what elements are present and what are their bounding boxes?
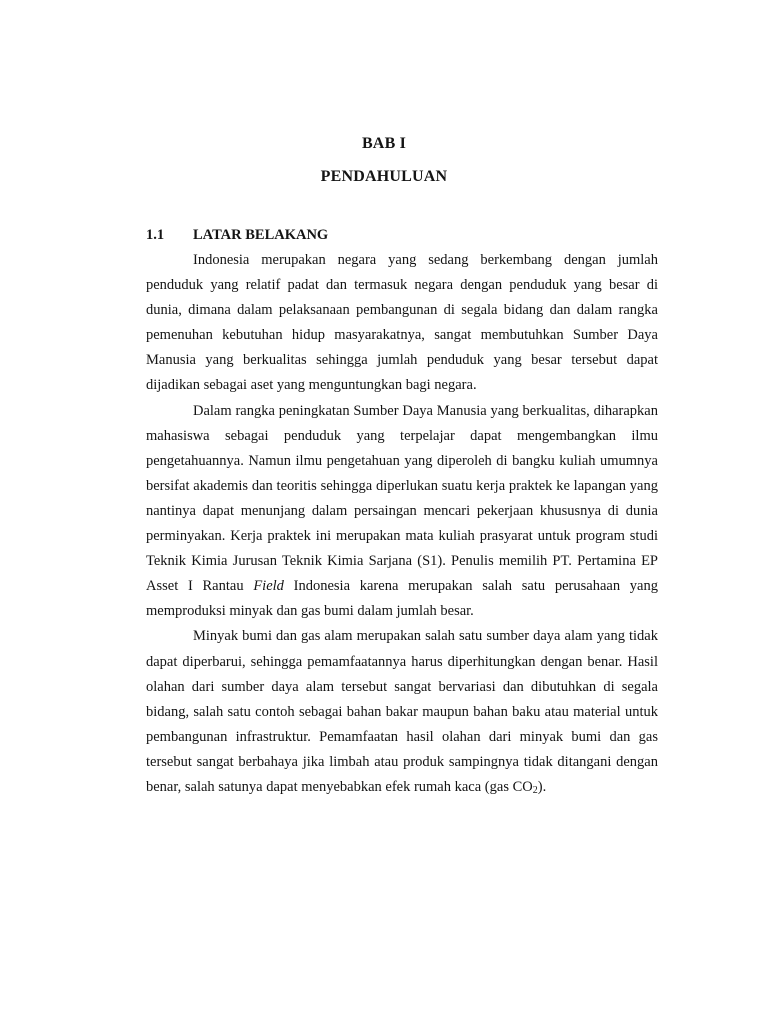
paragraph-3 — [146, 624, 658, 800]
co2-subscript: 2 — [532, 784, 538, 796]
section-heading — [146, 225, 328, 245]
chapter-title: PENDAHULUAN — [320, 168, 448, 185]
italic-term-field: Field — [253, 578, 284, 595]
section-number: 1.1 — [146, 227, 165, 243]
body-text — [146, 248, 658, 800]
paragraph-2 — [146, 399, 658, 625]
paragraph-3-text-end: ). — [537, 778, 547, 795]
chapter-label: BAB I — [361, 135, 407, 152]
paragraph-2-text-start: Dalam rangka peningkatan Sumber Daya Manusia yang berkualitas, diharapkan mahasiswa sebagai penduduk yang terpelajar dapat mengembangkan ilmu pengetahuannya. Namun ilmu pengetahuan yang diperoleh di bangku kuliah umumnya bersifat akademis dan teoritis sehingga diperlukan suatu kerja praktek ke lapangan yang nantinya dapat menunjang dalam persaingan mencari pekerjaan khususnya di dunia perminyakan. Kerja praktek ini merupakan mata kuliah prasyarat untuk program studi Teknik Kimia Jurusan Teknik Kimia Sarjana (S1). Penulis memilih PT. Pertamina EP Asset I Rantau — [146, 402, 658, 595]
section-title: LATAR BELAKANG — [193, 227, 329, 243]
paragraph-1: Indonesia merupakan negara yang sedang berkembang dengan jumlah penduduk yang relatif padat dan termasuk negara dengan penduduk yang besar di dunia, dimana dalam pelaksanaan pembangunan di segala bidang dan dalam rangka pemenuhan kebutuhan hidup masyarakatnya, sangat membutuhkan Sumber Daya Manusia yang berkualitas sehingga jumlah penduduk yang besar tersebut dapat dijadikan sebagai aset yang menguntungkan bagi negara. — [146, 252, 658, 394]
paragraph-2-text-end: Indonesia karena merupakan salah satu perusahaan yang memproduksi minyak dan gas bumi dalam jumlah besar. — [146, 578, 658, 620]
paragraph-3-text-start: Minyak bumi dan gas alam merupakan salah satu sumber daya alam yang tidak dapat diperbarui, sehingga pemamfaatannya harus diperhitungkan dengan benar. Hasil olahan dari sumber daya alam tersebut sangat bervariasi dan dibutuhkan di segala bidang, salah satu contoh sebagai bahan bakar maupun bahan baku atau material untuk pembangunan infrastruktur. Pemamfaatan hasil olahan dari minyak bumi dan gas tersebut sangat berbahaya jika limbah atau produk sampingnya tidak ditangani dengan benar, salah satunya dapat menyebabkan efek rumah kaca (gas CO — [146, 628, 658, 795]
